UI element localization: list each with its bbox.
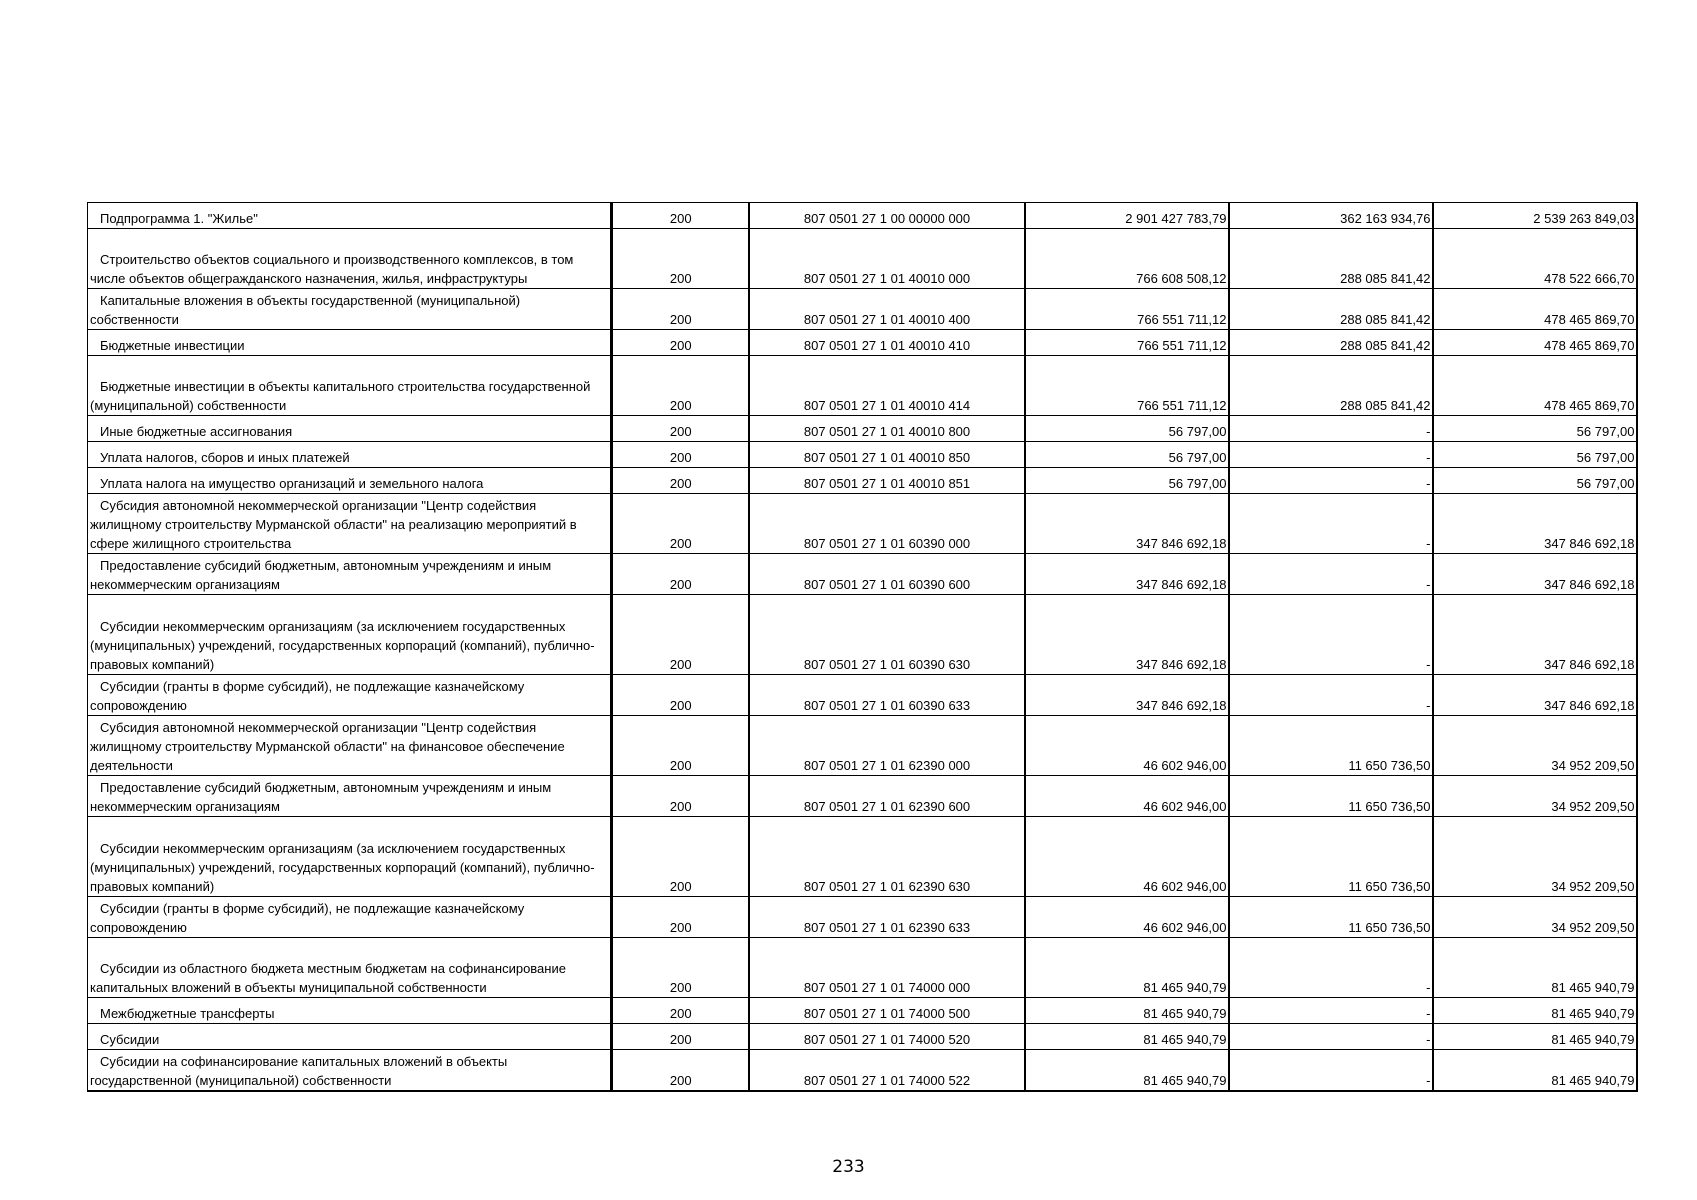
- row-approved-amount-text: 46 602 946,00: [1143, 799, 1227, 814]
- row-approved-amount-text: 766 608 508,12: [1136, 271, 1227, 286]
- row-executed-amount-cell: [1229, 203, 1433, 229]
- row-approved-amount-cell: [1025, 554, 1229, 595]
- row-line-code-cell: [612, 897, 749, 938]
- row-executed-amount-cell: [1229, 675, 1433, 716]
- row-name-cell: [88, 229, 612, 289]
- row-budget-code-cell: [749, 494, 1025, 554]
- row-line-code-text: 200: [669, 1032, 692, 1047]
- row-unexecuted-amount-text: 347 846 692,18: [1544, 536, 1635, 551]
- row-executed-amount-cell: [1229, 776, 1433, 817]
- row-line-code-cell: [612, 356, 749, 416]
- row-unexecuted-amount-text: 56 797,00: [1576, 424, 1635, 439]
- budget-execution-table: [87, 202, 1638, 1092]
- row-approved-amount-text: 56 797,00: [1168, 424, 1227, 439]
- row-unexecuted-amount-cell: [1433, 817, 1637, 897]
- row-name-text: Межбюджетные трансферты: [100, 1006, 275, 1021]
- row-budget-code-text: 807 0501 27 1 01 60390 633: [803, 698, 971, 713]
- row-name-cell: [88, 494, 612, 554]
- row-line-code-text: 200: [669, 980, 692, 995]
- table-body: [88, 203, 1637, 1091]
- row-budget-code-cell: [749, 716, 1025, 776]
- table-row: [88, 938, 1637, 998]
- row-line-code-text: 200: [669, 1006, 692, 1021]
- row-unexecuted-amount-text: 347 846 692,18: [1544, 657, 1635, 672]
- row-budget-code-text: 807 0501 27 1 01 62390 633: [803, 920, 971, 935]
- row-budget-code-text: 807 0501 27 1 01 40010 000: [803, 271, 971, 286]
- row-name-text: Субсидия автономной некоммерческой организации "Центр содействия жилищному строительству Мурманской области" на реализацию мероприятий в сфере жилищного строительства: [90, 498, 577, 551]
- row-line-code-text: 200: [669, 799, 692, 814]
- row-name-text: Уплата налогов, сборов и иных платежей: [100, 450, 350, 465]
- row-approved-amount-text: 81 465 940,79: [1143, 1072, 1227, 1088]
- row-unexecuted-amount-text: 34 952 209,50: [1551, 799, 1635, 814]
- row-line-code-text: 200: [669, 657, 692, 672]
- row-approved-amount-text: 2 901 427 783,79: [1125, 211, 1227, 226]
- row-line-code-cell: [612, 416, 749, 442]
- row-name-text: Субсидии некоммерческим организациям (за исключением государственных (муниципальных) учреждений, государственных корпораций (компаний), публично-правовых компаний): [90, 841, 595, 894]
- row-executed-amount-cell: [1229, 468, 1433, 494]
- row-budget-code-cell: [749, 289, 1025, 330]
- row-approved-amount-cell: [1025, 1024, 1229, 1050]
- row-approved-amount-text: 81 465 940,79: [1143, 1006, 1227, 1021]
- row-budget-code-text: 807 0501 27 1 01 62390 000: [803, 758, 971, 773]
- row-executed-amount-cell: [1229, 998, 1433, 1024]
- row-executed-amount-text: 11 650 736,50: [1348, 879, 1431, 894]
- row-line-code-cell: [612, 817, 749, 897]
- row-name-cell: [88, 356, 612, 416]
- row-name-cell: [88, 442, 612, 468]
- row-line-code-cell: [612, 229, 749, 289]
- table-row: [88, 289, 1637, 330]
- row-approved-amount-cell: [1025, 289, 1229, 330]
- row-budget-code-cell: [749, 776, 1025, 817]
- row-executed-amount-cell: [1229, 1050, 1433, 1091]
- row-unexecuted-amount-cell: [1433, 442, 1637, 468]
- row-unexecuted-amount-text: 34 952 209,50: [1551, 920, 1635, 935]
- row-budget-code-text: 807 0501 27 1 01 40010 410: [803, 338, 971, 353]
- row-unexecuted-amount-text: 347 846 692,18: [1544, 577, 1635, 592]
- row-name-cell: [88, 897, 612, 938]
- table-row: [88, 776, 1637, 817]
- row-executed-amount-cell: [1229, 289, 1433, 330]
- row-budget-code-text: 807 0501 27 1 01 60390 000: [803, 536, 971, 551]
- row-executed-amount-cell: [1229, 1024, 1433, 1050]
- row-executed-amount-text: 288 085 841,42: [1340, 398, 1431, 413]
- row-executed-amount-cell: [1229, 554, 1433, 595]
- row-executed-amount-text: 11 650 736,50: [1348, 920, 1431, 935]
- row-approved-amount-text: 766 551 711,12: [1137, 312, 1227, 327]
- row-name-text: Субсидии из областного бюджета местным бюджетам на софинансирование капитальных вложений в объекты муниципальной собственности: [90, 961, 566, 995]
- row-unexecuted-amount-text: 478 465 869,70: [1544, 398, 1635, 413]
- table-row: [88, 442, 1637, 468]
- row-executed-amount-text: -: [1426, 450, 1431, 465]
- row-executed-amount-cell: [1229, 716, 1433, 776]
- row-unexecuted-amount-cell: [1433, 595, 1637, 675]
- page-number: 233: [832, 1157, 865, 1177]
- row-line-code-text: 200: [669, 312, 692, 327]
- row-executed-amount-text: -: [1426, 577, 1431, 592]
- row-budget-code-cell: [749, 468, 1025, 494]
- row-approved-amount-text: 56 797,00: [1168, 450, 1227, 465]
- row-line-code-cell: [612, 998, 749, 1024]
- row-unexecuted-amount-text: 34 952 209,50: [1551, 758, 1635, 773]
- row-name-text: Субсидии некоммерческим организациям (за исключением государственных (муниципальных) учреждений, государственных корпораций (компаний), публично-правовых компаний): [90, 619, 595, 672]
- row-name-cell: [88, 817, 612, 897]
- table-row: [88, 675, 1637, 716]
- row-unexecuted-amount-text: 81 465 940,79: [1551, 1006, 1635, 1021]
- row-approved-amount-cell: [1025, 356, 1229, 416]
- row-unexecuted-amount-cell: [1433, 330, 1637, 356]
- table-row: [88, 416, 1637, 442]
- row-budget-code-cell: [749, 203, 1025, 229]
- row-executed-amount-text: -: [1426, 980, 1431, 995]
- row-line-code-text: 200: [669, 211, 692, 226]
- row-budget-code-text: 807 0501 27 1 01 62390 600: [803, 799, 971, 814]
- row-budget-code-text: 807 0501 27 1 01 40010 850: [803, 450, 971, 465]
- row-approved-amount-cell: [1025, 897, 1229, 938]
- row-approved-amount-cell: [1025, 203, 1229, 229]
- row-line-code-cell: [612, 675, 749, 716]
- row-line-code-cell: [612, 938, 749, 998]
- row-line-code-cell: [612, 1024, 749, 1050]
- row-unexecuted-amount-cell: [1433, 229, 1637, 289]
- table-row: [88, 494, 1637, 554]
- row-name-cell: [88, 468, 612, 494]
- row-approved-amount-text: 81 465 940,79: [1143, 980, 1227, 995]
- row-approved-amount-text: 81 465 940,79: [1143, 1032, 1227, 1047]
- row-name-cell: [88, 938, 612, 998]
- row-line-code-cell: [612, 554, 749, 595]
- row-budget-code-cell: [749, 1024, 1025, 1050]
- row-line-code-cell: [612, 494, 749, 554]
- row-name-text: Субсидии: [100, 1032, 160, 1047]
- row-executed-amount-cell: [1229, 897, 1433, 938]
- table-row: [88, 716, 1637, 776]
- table-row: [88, 1050, 1637, 1091]
- row-approved-amount-text: 46 602 946,00: [1143, 879, 1227, 894]
- row-executed-amount-text: 288 085 841,42: [1340, 312, 1431, 327]
- row-line-code-text: 200: [669, 476, 692, 491]
- row-budget-code-cell: [749, 442, 1025, 468]
- row-executed-amount-cell: [1229, 356, 1433, 416]
- row-budget-code-text: 807 0501 27 1 01 60390 630: [803, 657, 971, 672]
- row-unexecuted-amount-text: 478 465 869,70: [1544, 338, 1635, 353]
- row-budget-code-cell: [749, 330, 1025, 356]
- row-line-code-text: 200: [669, 698, 692, 713]
- row-executed-amount-text: -: [1426, 424, 1431, 439]
- row-unexecuted-amount-cell: [1433, 416, 1637, 442]
- row-budget-code-text: 807 0501 27 1 01 62390 630: [803, 879, 971, 894]
- row-approved-amount-cell: [1025, 330, 1229, 356]
- row-line-code-text: 200: [669, 450, 692, 465]
- row-name-text: Предоставление субсидий бюджетным, автономным учреждениям и иным некоммерческим организациям: [90, 558, 552, 592]
- row-executed-amount-cell: [1229, 442, 1433, 468]
- row-budget-code-text: 807 0501 27 1 01 40010 800: [803, 424, 971, 439]
- row-unexecuted-amount-cell: [1433, 716, 1637, 776]
- row-name-text: Субсидия автономной некоммерческой организации "Центр содействия жилищному строительству Мурманской области" на финансовое обеспечение деятельности: [90, 720, 565, 773]
- row-approved-amount-text: 766 551 711,12: [1137, 398, 1227, 413]
- row-name-cell: [88, 416, 612, 442]
- row-approved-amount-cell: [1025, 595, 1229, 675]
- row-name-cell: [88, 554, 612, 595]
- row-line-code-text: 200: [669, 338, 692, 353]
- row-approved-amount-text: 347 846 692,18: [1136, 657, 1227, 672]
- row-executed-amount-cell: [1229, 938, 1433, 998]
- row-unexecuted-amount-cell: [1433, 897, 1637, 938]
- row-line-code-cell: [612, 203, 749, 229]
- row-executed-amount-text: 11 650 736,50: [1348, 799, 1431, 814]
- row-executed-amount-text: -: [1426, 1006, 1431, 1021]
- row-name-text: Субсидии на софинансирование капитальных вложений в объекты государственной (муниципальной) собственности: [90, 1053, 508, 1088]
- row-approved-amount-cell: [1025, 1050, 1229, 1091]
- row-name-cell: [88, 203, 612, 229]
- row-unexecuted-amount-text: 81 465 940,79: [1551, 980, 1635, 995]
- row-unexecuted-amount-cell: [1433, 776, 1637, 817]
- table-row: [88, 998, 1637, 1024]
- row-budget-code-cell: [749, 1050, 1025, 1091]
- row-budget-code-text: 807 0501 27 1 01 60390 600: [803, 577, 971, 592]
- row-unexecuted-amount-cell: [1433, 203, 1637, 229]
- table-row: [88, 595, 1637, 675]
- row-line-code-cell: [612, 330, 749, 356]
- row-name-text: Уплата налога на имущество организаций и земельного налога: [100, 476, 484, 491]
- row-executed-amount-text: 288 085 841,42: [1340, 271, 1431, 286]
- row-name-text: Субсидии (гранты в форме субсидий), не подлежащие казначейскому сопровождению: [90, 901, 525, 935]
- row-unexecuted-amount-cell: [1433, 494, 1637, 554]
- table-row: [88, 203, 1637, 229]
- row-name-cell: [88, 330, 612, 356]
- row-name-text: Иные бюджетные ассигнования: [100, 424, 293, 439]
- row-line-code-cell: [612, 716, 749, 776]
- row-budget-code-text: 807 0501 27 1 01 40010 414: [803, 398, 971, 413]
- row-approved-amount-cell: [1025, 229, 1229, 289]
- row-unexecuted-amount-text: 347 846 692,18: [1544, 698, 1635, 713]
- row-approved-amount-cell: [1025, 675, 1229, 716]
- row-unexecuted-amount-text: 34 952 209,50: [1551, 879, 1635, 894]
- row-name-text: Капитальные вложения в объекты государственной (муниципальной) собственности: [90, 293, 521, 327]
- table-row: [88, 330, 1637, 356]
- row-approved-amount-text: 46 602 946,00: [1143, 758, 1227, 773]
- row-executed-amount-cell: [1229, 330, 1433, 356]
- row-line-code-cell: [612, 468, 749, 494]
- table-row: [88, 1024, 1637, 1050]
- row-approved-amount-cell: [1025, 938, 1229, 998]
- row-line-code-text: 200: [669, 1072, 692, 1088]
- row-budget-code-cell: [749, 817, 1025, 897]
- row-name-text: Строительство объектов социального и производственного комплексов, в том числе объектов общегражданского назначения, жилья, инфраструктуры: [90, 252, 574, 286]
- row-approved-amount-cell: [1025, 998, 1229, 1024]
- row-approved-amount-cell: [1025, 442, 1229, 468]
- row-approved-amount-cell: [1025, 494, 1229, 554]
- row-name-text: Предоставление субсидий бюджетным, автономным учреждениям и иным некоммерческим организациям: [90, 780, 552, 814]
- row-line-code-cell: [612, 442, 749, 468]
- row-executed-amount-text: -: [1426, 1072, 1431, 1088]
- row-line-code-text: 200: [669, 758, 692, 773]
- row-name-text: Бюджетные инвестиции в объекты капитального строительства государственной (муниципальной) собственности: [90, 379, 591, 413]
- row-line-code-cell: [612, 595, 749, 675]
- row-unexecuted-amount-text: 81 465 940,79: [1551, 1072, 1635, 1088]
- row-executed-amount-cell: [1229, 229, 1433, 289]
- row-budget-code-cell: [749, 356, 1025, 416]
- row-line-code-text: 200: [669, 271, 692, 286]
- table-row: [88, 897, 1637, 938]
- row-budget-code-cell: [749, 416, 1025, 442]
- row-executed-amount-cell: [1229, 817, 1433, 897]
- row-budget-code-text: 807 0501 27 1 01 74000 000: [803, 980, 971, 995]
- row-line-code-text: 200: [669, 398, 692, 413]
- row-unexecuted-amount-cell: [1433, 468, 1637, 494]
- row-budget-code-text: 807 0501 27 1 01 74000 500: [803, 1006, 971, 1021]
- row-executed-amount-text: 11 650 736,50: [1348, 758, 1431, 773]
- row-name-cell: [88, 1050, 612, 1091]
- row-approved-amount-text: 347 846 692,18: [1136, 698, 1227, 713]
- table-row: [88, 554, 1637, 595]
- row-line-code-cell: [612, 1050, 749, 1091]
- row-name-cell: [88, 1024, 612, 1050]
- table-row: [88, 468, 1637, 494]
- row-unexecuted-amount-cell: [1433, 356, 1637, 416]
- row-unexecuted-amount-cell: [1433, 675, 1637, 716]
- row-budget-code-text: 807 0501 27 1 01 74000 520: [803, 1032, 971, 1047]
- row-name-cell: [88, 998, 612, 1024]
- row-executed-amount-cell: [1229, 416, 1433, 442]
- row-budget-code-cell: [749, 554, 1025, 595]
- row-budget-code-text: 807 0501 27 1 01 74000 522: [803, 1072, 971, 1088]
- row-name-text: Бюджетные инвестиции: [100, 338, 245, 353]
- row-unexecuted-amount-text: 2 539 263 849,03: [1533, 211, 1635, 226]
- row-line-code-text: 200: [669, 920, 692, 935]
- row-executed-amount-text: -: [1426, 476, 1431, 491]
- row-name-cell: [88, 595, 612, 675]
- row-approved-amount-cell: [1025, 416, 1229, 442]
- row-unexecuted-amount-cell: [1433, 938, 1637, 998]
- row-line-code-text: 200: [669, 424, 692, 439]
- row-approved-amount-text: 46 602 946,00: [1143, 920, 1227, 935]
- row-budget-code-cell: [749, 675, 1025, 716]
- row-unexecuted-amount-cell: [1433, 1050, 1637, 1091]
- row-approved-amount-text: 347 846 692,18: [1136, 577, 1227, 592]
- row-budget-code-text: 807 0501 27 1 00 00000 000: [803, 211, 971, 226]
- row-unexecuted-amount-cell: [1433, 289, 1637, 330]
- row-line-code-text: 200: [669, 536, 692, 551]
- row-name-cell: [88, 289, 612, 330]
- table-row: [88, 356, 1637, 416]
- row-budget-code-cell: [749, 595, 1025, 675]
- table-row: [88, 817, 1637, 897]
- row-unexecuted-amount-cell: [1433, 998, 1637, 1024]
- row-executed-amount-text: -: [1426, 536, 1431, 551]
- row-name-text: Подпрограмма 1. "Жилье": [100, 211, 258, 226]
- row-budget-code-cell: [749, 229, 1025, 289]
- row-approved-amount-text: 766 551 711,12: [1137, 338, 1227, 353]
- row-unexecuted-amount-cell: [1433, 554, 1637, 595]
- row-executed-amount-text: 362 163 934,76: [1340, 211, 1431, 226]
- row-name-text: Субсидии (гранты в форме субсидий), не подлежащие казначейскому сопровождению: [90, 679, 525, 713]
- row-name-cell: [88, 675, 612, 716]
- row-line-code-cell: [612, 776, 749, 817]
- row-unexecuted-amount-text: 81 465 940,79: [1551, 1032, 1635, 1047]
- table-row: [88, 229, 1637, 289]
- row-approved-amount-cell: [1025, 817, 1229, 897]
- row-executed-amount-text: -: [1426, 1032, 1431, 1047]
- row-executed-amount-cell: [1229, 494, 1433, 554]
- row-executed-amount-text: -: [1426, 698, 1431, 713]
- row-executed-amount-text: -: [1426, 657, 1431, 672]
- row-approved-amount-cell: [1025, 716, 1229, 776]
- row-executed-amount-cell: [1229, 595, 1433, 675]
- row-budget-code-cell: [749, 938, 1025, 998]
- row-approved-amount-cell: [1025, 468, 1229, 494]
- row-budget-code-text: 807 0501 27 1 01 40010 400: [803, 312, 971, 327]
- row-approved-amount-text: 347 846 692,18: [1136, 536, 1227, 551]
- row-unexecuted-amount-cell: [1433, 1024, 1637, 1050]
- row-name-cell: [88, 716, 612, 776]
- row-unexecuted-amount-text: 478 522 666,70: [1544, 271, 1635, 286]
- row-unexecuted-amount-text: 478 465 869,70: [1544, 312, 1635, 327]
- row-approved-amount-text: 56 797,00: [1168, 476, 1227, 491]
- row-name-cell: [88, 776, 612, 817]
- row-line-code-text: 200: [669, 879, 692, 894]
- row-line-code-text: 200: [669, 577, 692, 592]
- row-unexecuted-amount-text: 56 797,00: [1576, 450, 1635, 465]
- row-budget-code-text: 807 0501 27 1 01 40010 851: [803, 476, 971, 491]
- row-executed-amount-text: 288 085 841,42: [1340, 338, 1431, 353]
- row-budget-code-cell: [749, 998, 1025, 1024]
- row-line-code-cell: [612, 289, 749, 330]
- row-budget-code-cell: [749, 897, 1025, 938]
- row-unexecuted-amount-text: 56 797,00: [1576, 476, 1635, 491]
- row-approved-amount-cell: [1025, 776, 1229, 817]
